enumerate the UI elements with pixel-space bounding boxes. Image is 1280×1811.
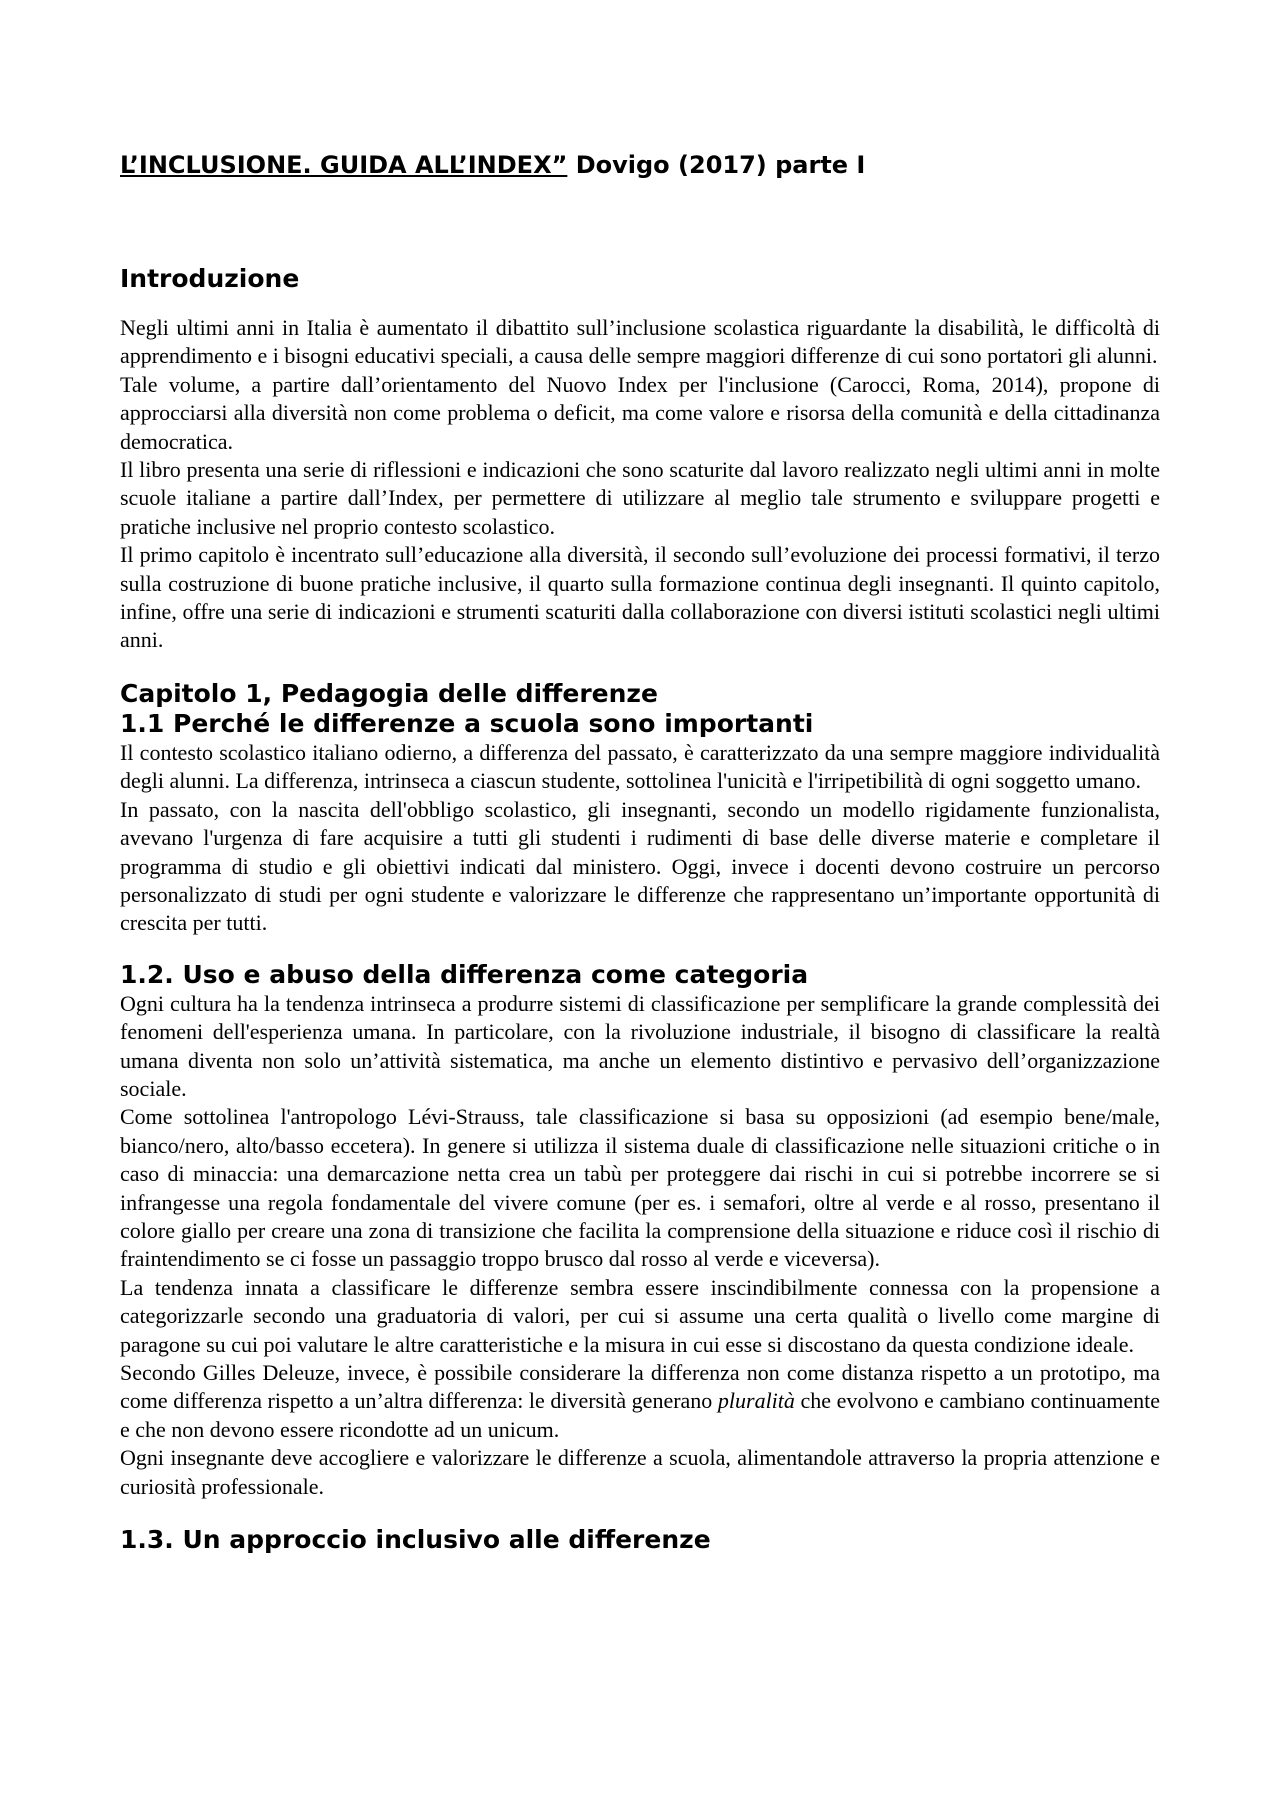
section-1-2-paragraph: Ogni cultura ha la tendenza intrinseca a produrre sistemi di classificazione per semplificare la grande complessità dei fenomeni dell'esperienza umana. In particolare, con la rivoluzione industriale, il bisogno di classificare la realtà umana diventa non solo un’attività sistematica, ma anche un elemento distintivo e pervasivo dell’organizzazione sociale. [120,990,1160,1101]
intro-paragraph: Tale volume, a partire dall’orientamento del Nuovo Index per l'inclusione (Carocci, Roma, 2014), propone di approcciarsi alla diversità non come problema o deficit, ma come valore e risorsa della comunità e della cittadinanza democratica. [120,371,1160,454]
intro-paragraph: Il primo capitolo è incentrato sull’educazione alla diversità, il secondo sull’evoluzione dei processi formativi, il terzo sulla costruzione di buone pratiche inclusive, il quarto sulla formazione continua degli insegnanti. Il quinto capitolo, infine, offre una serie di indicazioni e strumenti scaturiti dalla collaborazione con diversi istituti scolastici negli ultimi anni. [120,542,1160,653]
section-1-2-closing-paragraph: Ogni insegnante deve accogliere e valorizzare le differenze a scuola, alimentandole attraverso la propria attenzione e curiosità professionale. [120,1445,1160,1499]
chapter-1-heading: Capitolo 1, Pedagogia delle differenze [120,678,658,708]
section-1-1-heading: 1.1 Perché le differenze a scuola sono importanti [120,708,814,738]
section-1-1-paragraph: In passato, con la nascita dell'obbligo scolastico, gli insegnanti, secondo un modello rigidamente funzionalista, avevano l'urgenza di fare acquisire a tutti gli studenti i rudimenti di base delle diverse materie e completare il programma di studio e gli obiettivi indicati dal ministero. Oggi, invece i docenti devono costruire un percorso personalizzato di studi per ogni studente e valorizzare le differenze che rappresentano un’importante opportunità di crescita per tutti. [120,796,1160,936]
section-1-2-paragraph: Come sottolinea l'antropologo Lévi-Strauss, tale classificazione si basa su opposizioni (ad esempio bene/male, bianco/nero, alto/basso eccetera). In genere si utilizza il sistema duale di classificazione nelle situazioni critiche o in caso di minaccia: una demarcazione netta crea un tabù per proteggere dai rischi in cui si potrebbe incorrere se si infrangesse una regola fondamentale del vivere comune (per es. i semafori, oltre al verde e al rosso, presentano il colore giallo per creare una zona di transizione che facilita la comprensione della situazione e riduce così il rischio di fraintendimento se ci fosse un passaggio troppo brusco dal rosso al verde e viceversa). [120,1104,1160,1272]
document-title-rest: Dovigo (2017) parte I [567,151,866,179]
intro-paragraph: Il libro presenta una serie di riflessioni e indicazioni che sono scaturite dal lavoro realizzato negli ultimi anni in molte scuole italiane a partire dall’Index, per permettere di utilizzare al meglio tale strumento e sviluppare progetti e pratiche inclusive nel proprio contesto scolastico. [120,457,1160,539]
section-1-1-paragraph: Il contesto scolastico italiano odierno, a differenza del passato, è caratterizzato da una sempre maggiore individualità degli alunni. La differenza, intrinseca a ciascun studente, sottolinea l'unicità e l'irripetibilità di ogni soggetto umano. [120,739,1160,794]
section-1-3-heading: 1.3. Un approccio inclusivo alle differenze [120,1525,711,1555]
section-1-2-paragraph: La tendenza innata a classificare le differenze sembra essere inscindibilmente connessa con la propensione a categorizzarle secondo una graduatoria di valori, per cui si assume una certa qualità o livello come margine di paragone su cui poi valutare le altre caratteristiche e la misura in cui esse si discostano da questa condizione ideale. [120,1274,1160,1357]
section-1-2-heading: 1.2. Uso e abuso della differenza come categoria [120,959,809,989]
deleuze-text-after: che evolvono e cambiano continuamente e che non devono essere ricondotte ad un unicum. [120,1388,1160,1442]
document-title [120,150,1160,180]
intro-paragraph: Negli ultimi anni in Italia è aumentato il dibattito sull’inclusione scolastica riguardante la disabilità, le difficoltà di apprendimento e i bisogni educativi speciali, a causa delle sempre maggiori differenze di cui sono portatori gli alunni. [120,315,1160,369]
deleuze-italic-term: pluralità [717,1388,795,1414]
section-1-2-deleuze-paragraph [120,1359,1160,1444]
deleuze-text-before: Secondo Gilles Deleuze, invece, è possibile considerare la differenza non come distanza rispetto a un prototipo, ma come differenza rispetto a un’altra differenza: le diversità generano [120,1360,1160,1414]
document-page [120,150,1160,1555]
intro-heading: Introduzione [120,264,300,293]
document-title-underlined: L’INCLUSIONE. GUIDA ALL’INDEX” [120,151,568,179]
